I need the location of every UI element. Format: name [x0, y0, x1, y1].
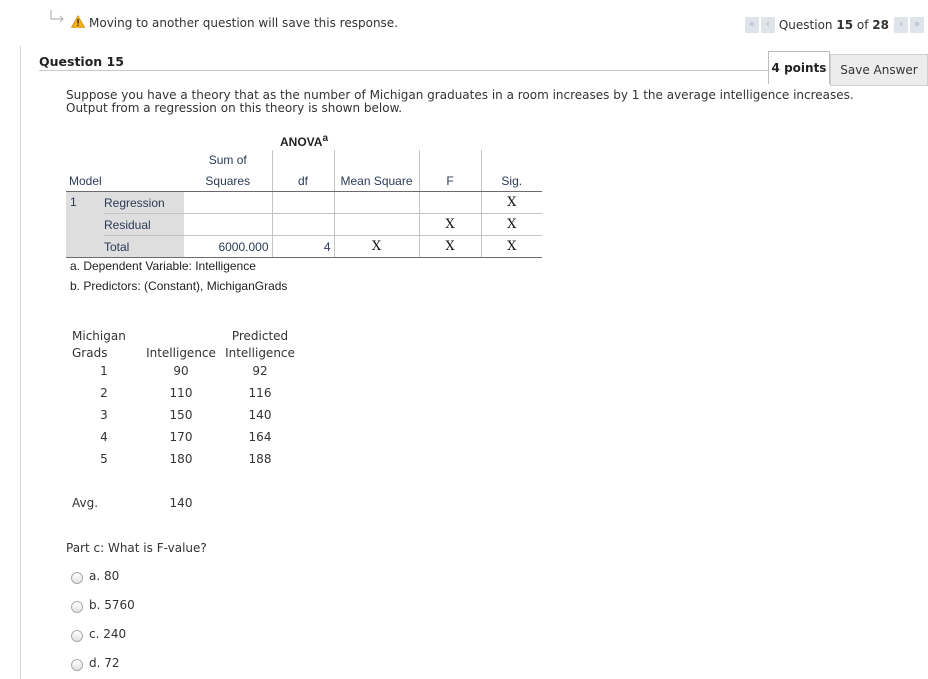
header-intelligence: Intelligence	[146, 346, 216, 360]
anova-header-ss-bottom: Squares	[184, 170, 272, 192]
anova-cell-f	[419, 192, 481, 214]
data-table	[66, 326, 300, 514]
anova-row-total	[66, 236, 542, 258]
anova-header-row-2	[66, 170, 542, 192]
anova-cell-df	[272, 192, 334, 214]
anova-cell-ms	[334, 214, 419, 236]
anova-footnote-b: b. Predictors: (Constant), MichiganGrads	[70, 279, 288, 293]
option-label: d. 72	[89, 656, 120, 670]
chevron-left-icon[interactable]: ‹	[761, 17, 775, 33]
question-divider	[39, 70, 769, 71]
anova-title: ANOVA$^a$	[280, 133, 329, 149]
option-label: c. 240	[89, 627, 127, 641]
anova-row-label: Residual	[104, 214, 184, 236]
return-arrow-icon	[48, 9, 66, 25]
radio-button[interactable]	[71, 659, 83, 671]
anova-cell-ss	[184, 192, 272, 214]
table-row	[66, 404, 300, 426]
part-c-question: Part c: What is F-value?	[66, 541, 207, 555]
anova-row-label: Total	[104, 236, 184, 258]
anova-row-residual	[66, 214, 542, 236]
cell-intelligence: 90	[173, 364, 189, 378]
data-table-header-row-1	[66, 326, 300, 343]
anova-table	[66, 150, 542, 258]
option-b[interactable]	[71, 597, 135, 613]
anova-model-number: 1	[66, 192, 104, 258]
header-predicted: Predicted	[231, 329, 289, 343]
anova-header-sig: Sig.	[481, 170, 542, 192]
anova-header-row-1	[66, 150, 542, 170]
table-row	[66, 426, 300, 448]
left-rule	[20, 46, 21, 679]
option-label: a. 80	[89, 569, 120, 583]
table-row	[66, 382, 300, 404]
cell-predicted: 92	[252, 364, 268, 378]
anova-header-ss-top: Sum of	[208, 153, 247, 167]
anova-cell-sig: X	[481, 214, 542, 236]
warning-icon	[71, 15, 85, 28]
anova-header-mean-square: Mean Square	[334, 170, 419, 192]
points-badge: 4 points	[768, 51, 830, 84]
anova-cell-sig: X	[481, 192, 542, 214]
average-row	[66, 492, 300, 514]
radio-button[interactable]	[71, 630, 83, 642]
anova-cell-df: 4	[272, 236, 334, 258]
data-table-header-row-2	[66, 343, 300, 360]
cell-predicted: 164	[248, 430, 272, 444]
anova-cell-sig: X	[481, 236, 542, 258]
anova-cell-ms	[334, 192, 419, 214]
question-title: Question 15	[39, 54, 124, 69]
cell-grads: 4	[100, 430, 108, 444]
cell-intelligence: 110	[169, 386, 193, 400]
question-navigation	[745, 15, 924, 35]
anova-row-regression	[66, 192, 542, 214]
anova-cell-ms: X	[334, 236, 419, 258]
avg-label: Avg.	[72, 496, 99, 510]
cell-predicted: 140	[248, 408, 272, 422]
cell-intelligence: 180	[169, 452, 193, 466]
radio-button[interactable]	[71, 572, 83, 584]
cell-predicted: 116	[248, 386, 272, 400]
anova-header-model: Model	[66, 170, 184, 192]
anova-footnote-a: a. Dependent Variable: Intelligence	[70, 259, 256, 273]
header-grads: Grads	[72, 346, 108, 360]
cell-intelligence: 170	[169, 430, 193, 444]
option-a[interactable]	[71, 568, 119, 584]
cell-grads: 3	[100, 408, 108, 422]
anova-header-df: df	[272, 170, 334, 192]
anova-cell-f: X	[419, 236, 481, 258]
chevron-right-icon[interactable]: ›	[894, 17, 908, 33]
anova-header-f: F	[419, 170, 481, 192]
table-row	[66, 360, 300, 382]
table-row	[66, 448, 300, 470]
option-d[interactable]	[71, 655, 120, 671]
anova-cell-f: X	[419, 214, 481, 236]
cell-grads: 5	[100, 452, 108, 466]
cell-grads: 2	[100, 386, 108, 400]
anova-cell-df	[272, 214, 334, 236]
option-label: b. 5760	[89, 598, 135, 612]
header-predicted-intelligence: Intelligence	[225, 346, 295, 360]
double-chevron-right-icon[interactable]: »	[910, 17, 924, 33]
save-answer-button[interactable]: Save Answer	[830, 54, 928, 86]
question-counter: Question 15 of 28	[778, 18, 889, 32]
option-c[interactable]	[71, 626, 126, 642]
avg-intelligence: 140	[169, 496, 193, 510]
double-chevron-left-icon[interactable]: «	[745, 17, 759, 33]
save-warning-text: Moving to another question will save this response.	[89, 16, 398, 30]
question-prompt: Suppose you have a theory that as the number of Michigan graduates in a room increases by 1 the average intelligence increases. Output from a regression on this theory is shown below.	[66, 88, 854, 115]
anova-cell-ss: 6000.000	[184, 236, 272, 258]
anova-cell-ss	[184, 214, 272, 236]
anova-row-label: Regression	[104, 192, 184, 214]
header-michigan: Michigan	[72, 329, 126, 343]
cell-intelligence: 150	[169, 408, 193, 422]
cell-grads: 1	[100, 364, 108, 378]
cell-predicted: 188	[248, 452, 272, 466]
radio-button[interactable]	[71, 601, 83, 613]
